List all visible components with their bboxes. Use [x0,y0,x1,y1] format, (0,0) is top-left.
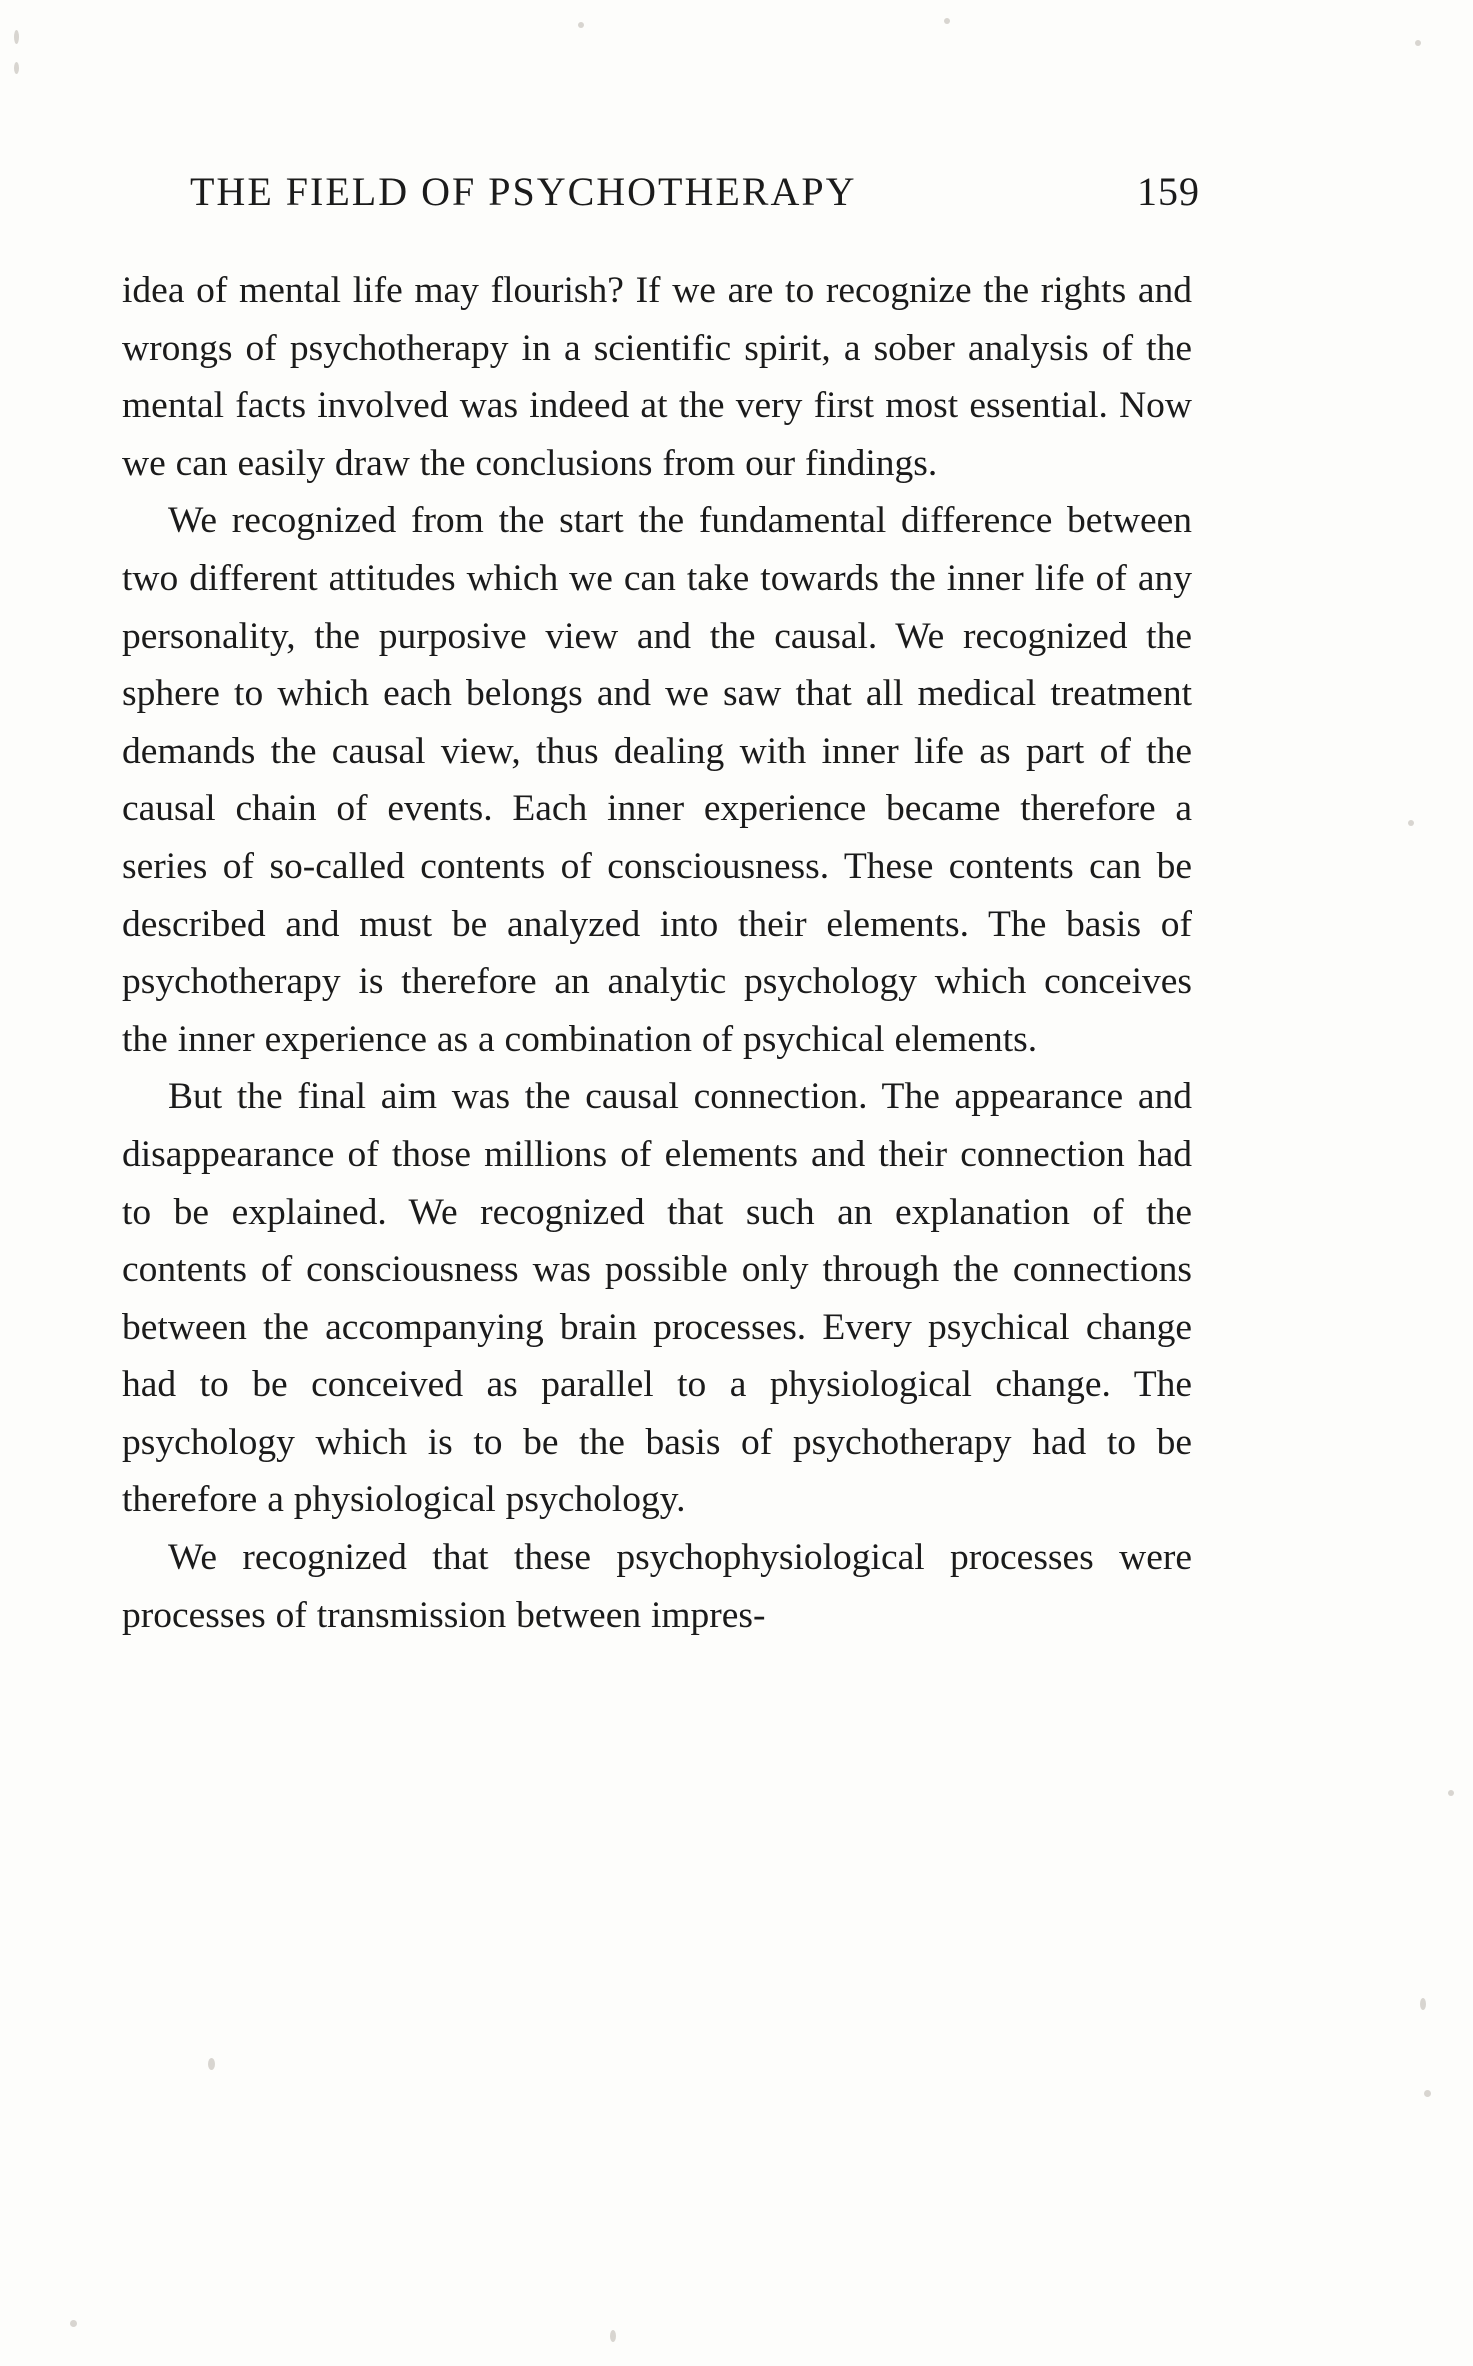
scan-speck [1415,40,1421,46]
scan-speck [14,62,19,74]
scan-speck [1424,2090,1431,2097]
scan-speck [208,2058,215,2070]
running-head [190,168,1200,215]
paragraph-1: idea of mental life may flourish? If we are to recognize the rights and wrongs of psychotherapy in a scientific spirit, a sober analysis of the mental facts involved was indeed at the very first most essential. Now we can easily draw the conclusions from our findings. [122,270,1192,484]
paragraph-3: But the final aim was the causal connection. The appearance and disappearance of those millions of elements and their connection had to be explained. We recognized that such an explanation of the contents of consciousness was possible only through the connections between the accompanying brain processes. Every psychical change had to be conceived as parallel to a physiological change. The psychology which is to be the basis of psychotherapy had to be therefore a physiological psychology. [122,1076,1192,1521]
scan-speck [578,22,584,28]
scan-speck [944,18,950,24]
scan-speck [1448,1790,1454,1796]
page-number: 159 [1137,169,1200,214]
running-head-title: THE FIELD OF PSYCHOTHERAPY [190,169,857,214]
body-text [122,262,1192,1644]
scan-speck [14,30,19,44]
paragraph-4: We recognized that these psychophysiological processes were processes of transmission between impres- [122,1537,1192,1636]
scan-speck [1408,820,1414,826]
scan-speck [70,2320,77,2327]
scan-speck [610,2330,616,2342]
paragraph-2: We recognized from the start the fundamental difference between two different attitudes which we can take towards the inner life of any personality, the purposive view and the causal. We recognized the sphere to which each belongs and we saw that all medical treatment demands the causal view, thus dealing with inner life as part of the causal chain of events. Each inner experience became therefore a series of so-called contents of consciousness. These contents can be described and must be analyzed into their elements. The basis of psychotherapy is therefore an analytic psychology which conceives the inner experience as a combination of psychical elements. [122,500,1192,1060]
scan-speck [1420,1998,1426,2010]
